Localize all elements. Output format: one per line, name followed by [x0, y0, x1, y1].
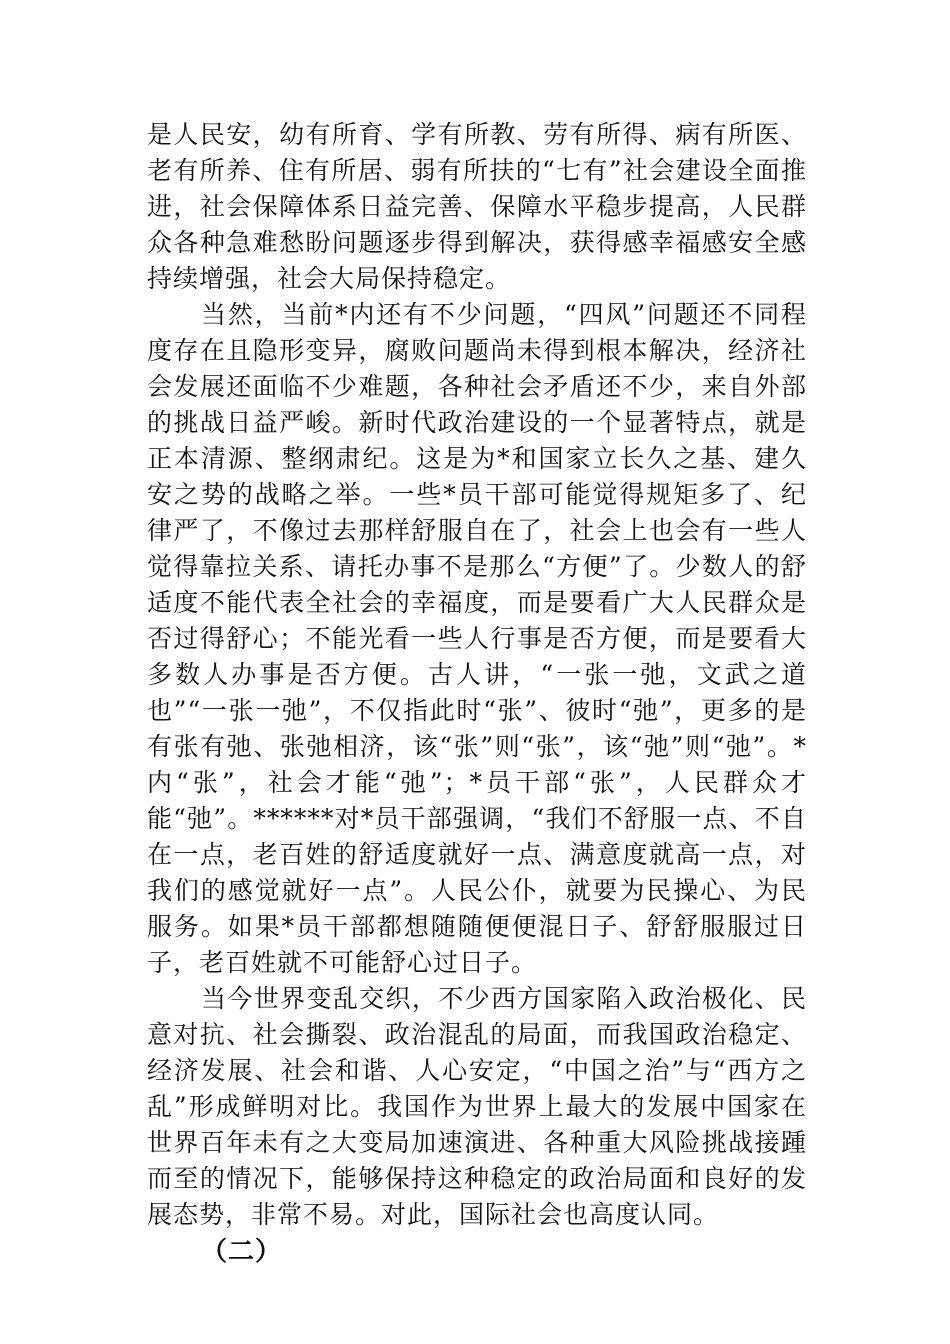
paragraph-world: 当今世界变乱交织，不少西方国家陷入政治极化、民意对抗、社会撕裂、政治混乱的局面，而我国政治稳定、经济发展、社会和谐、人心安定，“中国之治”与“西方之乱”形成鲜明对比。我国作为世界上最大的发展中国家在世界百年未有之大变局加速演进、各种重大风险挑战接踵而至的情况下，能够保持这种稳定的政治局面和良好的发展态势，非常不易。对此，国际社会也高度认同。 [147, 984, 807, 1229]
paragraph-continuation: 是人民安，幼有所育、学有所教、劳有所得、病有所医、老有所养、住有所居、弱有所扶的“七有”社会建设全面推进，社会保障体系日益完善、保障水平稳步提高，人民群众各种急难愁盼问题逐步得到解决，获得感幸福感安全感持续增强，社会大局保持稳定。 [147, 120, 807, 293]
section-heading: （二） [201, 1237, 283, 1267]
paragraph-problems: 当然，当前*内还有不少问题，“四风”问题还不同程度存在且隐形变异，腐败问题尚未得到根本解决，经济社会发展还面临不少难题，各种社会矛盾还不少，来自外部的挑战日益严峻。新时代政治建设的一个显著特点，就是正本清源、整纲肃纪。这是为*和国家立长久之基、建久安之势的战略之举。一些*员干部可能觉得规矩多了、纪律严了，不像过去那样舒服自在了，社会上也会有一些人觉得靠拉关系、请托办事不是那么“方便”了。少数人的舒适度不能代表全社会的幸福度，而是要看广大人民群众是否过得舒心；不能光看一些人行事是否方便，而是要看大多数人办事是否方便。古人讲，“一张一弛，文武之道也”“一张一弛”，不仅指此时“张”、彼时“弛”，更多的是有张有弛、张弛相济，该“张”则“张”，该“弛”则“弛”。*内“张”，社会才能“弛”；*员干部“张”，人民群众才能“弛”。******对*员干部强调，“我们不舒服一点、不自在一点，老百姓的舒适度就好一点、满意度就高一点，对我们的感觉就好一点”。人民公仆，就要为民操心、为民服务。如果*员干部都想随随便便混日子、舒舒服服过日子，老百姓就不可能舒心过日子。 [147, 300, 807, 977]
